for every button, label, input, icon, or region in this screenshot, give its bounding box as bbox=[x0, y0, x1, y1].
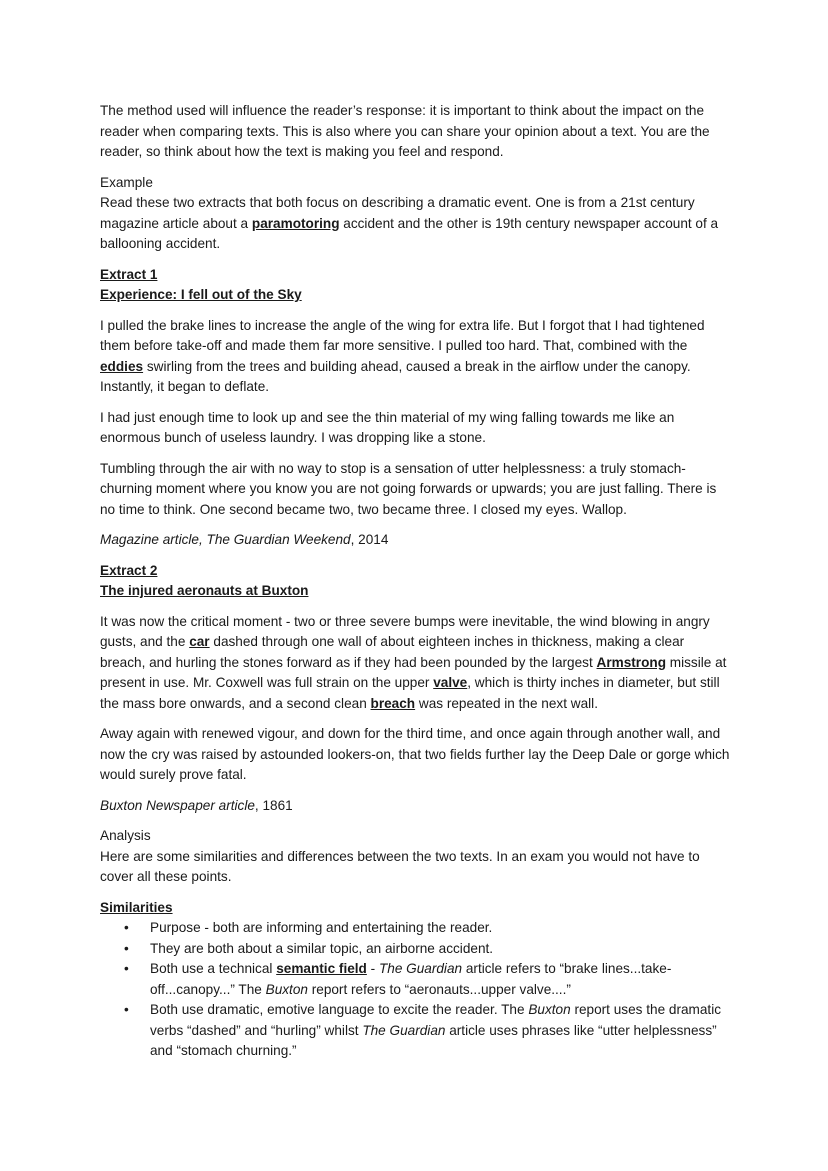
similarities-heading: Similarities bbox=[100, 899, 173, 915]
list-item bbox=[100, 959, 730, 1000]
analysis-heading: Analysis bbox=[100, 828, 151, 843]
bullet-icon: • bbox=[124, 1002, 129, 1017]
text-run: - bbox=[366, 961, 379, 976]
extract2-label: Extract 2 bbox=[100, 562, 158, 578]
text-run: was repeated in the next wall. bbox=[415, 695, 598, 711]
document-body bbox=[100, 101, 730, 1062]
text-run: Both use a technical bbox=[150, 961, 277, 976]
list-item bbox=[100, 1000, 730, 1062]
extract1-paragraph: I had just enough time to look up and see the thin material of my wing falling towards me like an enormous bunch of useless laundry. I was dropping like a stone. bbox=[100, 409, 675, 445]
example-heading: Example bbox=[100, 174, 153, 190]
glossary-link-car[interactable]: car bbox=[189, 634, 210, 649]
text-run: Both use dramatic, emotive language to excite the reader. The bbox=[150, 1002, 529, 1017]
source-italic: Magazine article, The Guardian Weekend bbox=[100, 532, 351, 547]
extract2-title: The injured aeronauts at Buxton bbox=[100, 583, 309, 598]
text-run: Read these two extracts that both focus on describing a dramatic event. One is from a 21st century magazine article about a bbox=[100, 195, 695, 231]
source-year: , 1861 bbox=[254, 797, 293, 813]
text-run: The Guardian bbox=[378, 961, 463, 976]
glossary-link-semantic-field[interactable]: semantic field bbox=[276, 961, 367, 976]
text-run: accident and the other is 19th century newspaper account of a ballooning accident. bbox=[100, 215, 719, 251]
extract1-paragraph bbox=[100, 316, 730, 398]
extract1-source bbox=[100, 530, 730, 551]
text-run: I pulled the brake lines to increase the angle of the wing for extra life. But I forgot that I had tightened them before take-off and made them far more sensitive. I pulled too hard. That, combined with the bbox=[100, 317, 705, 353]
glossary-link-valve[interactable]: valve bbox=[433, 675, 468, 690]
extract2-paragraph bbox=[100, 612, 730, 715]
extract2-paragraph: Away again with renewed vigour, and down for the third time, and once again through another wall, and now the cry was raised by astounded lookers-on, that two fields further lay the Deep Dale or gorge which would surely prove fatal. bbox=[100, 726, 730, 782]
extract1-title: Experience: I fell out of the Sky bbox=[100, 287, 302, 302]
text-run: dashed through one wall of about eighteen inches in thickness, making a clear breach, and hurling the stones forward as if they had been pounded by the largest bbox=[100, 634, 685, 670]
intro-paragraph: The method used will influence the reader’s response: it is important to think about the impact on the reader when comparing texts. This is also where you can share your opinion about a text. You are the reader, so think about how the text is making you feel and respond. bbox=[100, 103, 710, 159]
text-run: Buxton bbox=[528, 1002, 571, 1017]
text-run: missile at present in use. Mr. Coxwell was full strain on the upper bbox=[100, 654, 727, 690]
text-run: , which is thirty inches in diameter, but still the mass bore onwards, and a second clean bbox=[100, 675, 720, 711]
text-run: report uses the dramatic verbs “dashed” and “hurling” whilst bbox=[150, 1002, 722, 1038]
bullet-icon: • bbox=[124, 920, 129, 935]
text-run: They are both about a similar topic, an airborne accident. bbox=[150, 940, 494, 956]
similarities-list bbox=[100, 918, 730, 1062]
source-year: , 2014 bbox=[350, 532, 389, 547]
glossary-link-armstrong[interactable]: Armstrong bbox=[596, 654, 666, 670]
list-item bbox=[100, 918, 730, 939]
glossary-link-eddies[interactable]: eddies bbox=[100, 358, 144, 374]
source-italic: Buxton Newspaper article bbox=[100, 797, 255, 813]
list-item bbox=[100, 939, 730, 960]
text-run: The Guardian bbox=[362, 1022, 446, 1038]
text-run: swirling from the trees and building ahead, caused a break in the airflow under the canopy. Instantly, it began to deflate. bbox=[100, 358, 691, 394]
glossary-link-breach[interactable]: breach bbox=[370, 695, 416, 711]
glossary-link-paramotoring[interactable]: paramotoring bbox=[251, 215, 340, 231]
text-run: article uses phrases like “utter helplessness” and “stomach churning.” bbox=[150, 1022, 717, 1058]
extract1-label: Extract 1 bbox=[100, 266, 158, 282]
analysis-paragraph: Here are some similarities and differences between the two texts. In an exam you would not have to cover all these points. bbox=[100, 848, 700, 884]
extract1-paragraph: Tumbling through the air with no way to stop is a sensation of utter helplessness: a truly stomach-churning moment where you know you are not going forwards or upwards; you are just falling. There is no time to think. One second became two, two became three. I closed my eyes. Wallop. bbox=[100, 460, 717, 517]
text-run: report refers to “aeronauts...upper valve....” bbox=[307, 981, 571, 997]
extract2-source bbox=[100, 796, 730, 817]
text-run: article refers to “brake lines...take-off...canopy...” The bbox=[150, 961, 672, 997]
bullet-icon: • bbox=[124, 961, 129, 976]
text-run: It was now the critical moment - two or three severe bumps were inevitable, the wind blowing in angry gusts, and the bbox=[100, 613, 710, 649]
text-run: Buxton bbox=[265, 981, 308, 997]
text-run: Purpose - both are informing and entertaining the reader. bbox=[150, 920, 493, 935]
example-paragraph bbox=[100, 193, 730, 255]
bullet-icon: • bbox=[124, 940, 129, 956]
